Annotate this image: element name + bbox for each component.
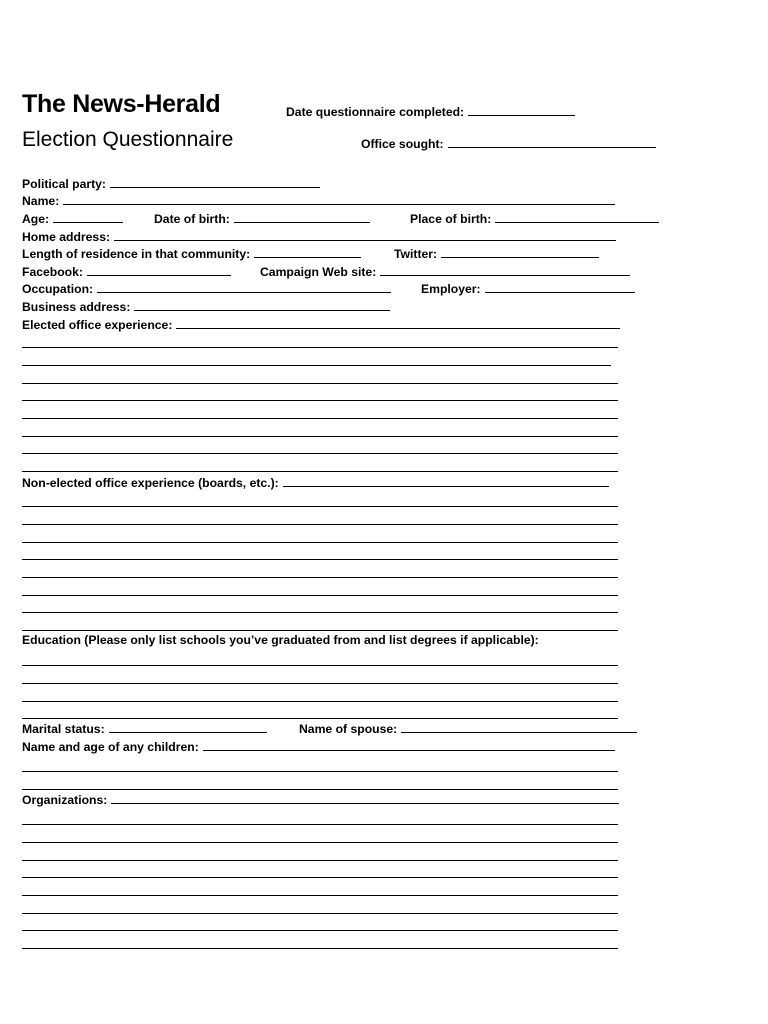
education-line[interactable] bbox=[22, 718, 618, 719]
name-field[interactable] bbox=[22, 193, 615, 208]
children-line[interactable] bbox=[22, 789, 618, 790]
children-label: Name and age of any children: bbox=[22, 740, 199, 754]
newspaper-title: The News-Herald bbox=[22, 90, 221, 118]
twitter-blank[interactable] bbox=[441, 246, 599, 258]
children-line[interactable] bbox=[22, 771, 618, 772]
facebook-blank[interactable] bbox=[87, 264, 231, 276]
elected-office-field[interactable] bbox=[22, 317, 620, 332]
date-completed-label: Date questionnaire completed: bbox=[286, 105, 465, 119]
organizations-label: Organizations: bbox=[22, 793, 108, 807]
occupation-field[interactable] bbox=[22, 281, 391, 296]
campaign-web-site-field[interactable] bbox=[260, 264, 630, 279]
education-field bbox=[22, 633, 539, 647]
non-elected-office-line[interactable] bbox=[22, 595, 618, 596]
children-blank[interactable] bbox=[203, 739, 615, 751]
length-of-residence-blank[interactable] bbox=[254, 246, 361, 258]
organizations-line[interactable] bbox=[22, 860, 618, 861]
education-line[interactable] bbox=[22, 701, 618, 702]
elected-office-line[interactable] bbox=[22, 365, 611, 366]
facebook-field[interactable] bbox=[22, 264, 231, 279]
business-address-field[interactable] bbox=[22, 299, 390, 314]
date-of-birth-label: Date of birth: bbox=[154, 212, 230, 226]
elected-office-line[interactable] bbox=[22, 453, 618, 454]
education-label: Education (Please only list schools you’ve graduated from and list degrees if applicable): bbox=[22, 633, 539, 647]
home-address-label: Home address: bbox=[22, 230, 111, 244]
occupation-blank[interactable] bbox=[97, 281, 391, 293]
marital-status-field[interactable] bbox=[22, 721, 267, 736]
name-blank[interactable] bbox=[63, 193, 615, 205]
employer-blank[interactable] bbox=[485, 281, 635, 293]
name-of-spouse-field[interactable] bbox=[299, 721, 637, 736]
marital-status-blank[interactable] bbox=[109, 721, 267, 733]
organizations-line[interactable] bbox=[22, 895, 618, 896]
elected-office-line[interactable] bbox=[22, 418, 618, 419]
business-address-label: Business address: bbox=[22, 300, 131, 314]
twitter-label: Twitter: bbox=[394, 247, 438, 261]
place-of-birth-label: Place of birth: bbox=[410, 212, 492, 226]
organizations-line[interactable] bbox=[22, 877, 618, 878]
age-blank[interactable] bbox=[53, 211, 123, 223]
date-of-birth-field[interactable] bbox=[154, 211, 370, 226]
age-label: Age: bbox=[22, 212, 50, 226]
organizations-line[interactable] bbox=[22, 930, 618, 931]
employer-field[interactable] bbox=[421, 281, 635, 296]
elected-office-line[interactable] bbox=[22, 436, 618, 437]
twitter-field[interactable] bbox=[394, 246, 599, 261]
office-sought-field[interactable] bbox=[361, 136, 656, 151]
organizations-line[interactable] bbox=[22, 842, 618, 843]
date-completed-field[interactable] bbox=[286, 104, 575, 119]
facebook-label: Facebook: bbox=[22, 265, 83, 279]
elected-office-line[interactable] bbox=[22, 471, 618, 472]
date-of-birth-blank[interactable] bbox=[234, 211, 370, 223]
children-field[interactable] bbox=[22, 739, 615, 754]
education-line[interactable] bbox=[22, 683, 618, 684]
employer-label: Employer: bbox=[421, 282, 481, 296]
non-elected-office-line[interactable] bbox=[22, 630, 618, 631]
campaign-web-site-blank[interactable] bbox=[380, 264, 630, 276]
office-sought-blank[interactable] bbox=[448, 136, 656, 148]
date-completed-blank[interactable] bbox=[468, 104, 575, 116]
age-field[interactable] bbox=[22, 211, 123, 226]
organizations-line[interactable] bbox=[22, 948, 618, 949]
occupation-label: Occupation: bbox=[22, 282, 94, 296]
form-title: Election Questionnaire bbox=[22, 128, 234, 151]
campaign-web-site-label: Campaign Web site: bbox=[260, 265, 377, 279]
organizations-blank[interactable] bbox=[111, 792, 619, 804]
non-elected-office-line[interactable] bbox=[22, 577, 618, 578]
elected-office-blank[interactable] bbox=[176, 317, 620, 329]
home-address-blank[interactable] bbox=[114, 229, 616, 241]
political-party-field[interactable] bbox=[22, 176, 320, 191]
non-elected-office-line[interactable] bbox=[22, 506, 618, 507]
non-elected-office-line[interactable] bbox=[22, 542, 618, 543]
place-of-birth-field[interactable] bbox=[410, 211, 659, 226]
length-of-residence-field[interactable] bbox=[22, 246, 361, 261]
elected-office-line[interactable] bbox=[22, 347, 618, 348]
name-of-spouse-label: Name of spouse: bbox=[299, 722, 398, 736]
length-of-residence-label: Length of residence in that community: bbox=[22, 247, 251, 261]
elected-office-line[interactable] bbox=[22, 400, 618, 401]
organizations-line[interactable] bbox=[22, 913, 618, 914]
elected-office-label: Elected office experience: bbox=[22, 318, 173, 332]
place-of-birth-blank[interactable] bbox=[495, 211, 659, 223]
home-address-field[interactable] bbox=[22, 229, 616, 244]
non-elected-office-label: Non-elected office experience (boards, etc.): bbox=[22, 476, 279, 490]
business-address-blank[interactable] bbox=[134, 299, 390, 311]
non-elected-office-line[interactable] bbox=[22, 559, 618, 560]
non-elected-office-field[interactable] bbox=[22, 475, 609, 490]
office-sought-label: Office sought: bbox=[361, 137, 444, 151]
elected-office-line[interactable] bbox=[22, 383, 618, 384]
non-elected-office-blank[interactable] bbox=[283, 475, 609, 487]
political-party-blank[interactable] bbox=[110, 176, 320, 188]
name-of-spouse-blank[interactable] bbox=[401, 721, 637, 733]
organizations-line[interactable] bbox=[22, 824, 618, 825]
non-elected-office-line[interactable] bbox=[22, 524, 618, 525]
marital-status-label: Marital status: bbox=[22, 722, 105, 736]
political-party-label: Political party: bbox=[22, 177, 106, 191]
organizations-field[interactable] bbox=[22, 792, 619, 807]
education-line[interactable] bbox=[22, 665, 618, 666]
non-elected-office-line[interactable] bbox=[22, 612, 618, 613]
name-label: Name: bbox=[22, 194, 60, 208]
